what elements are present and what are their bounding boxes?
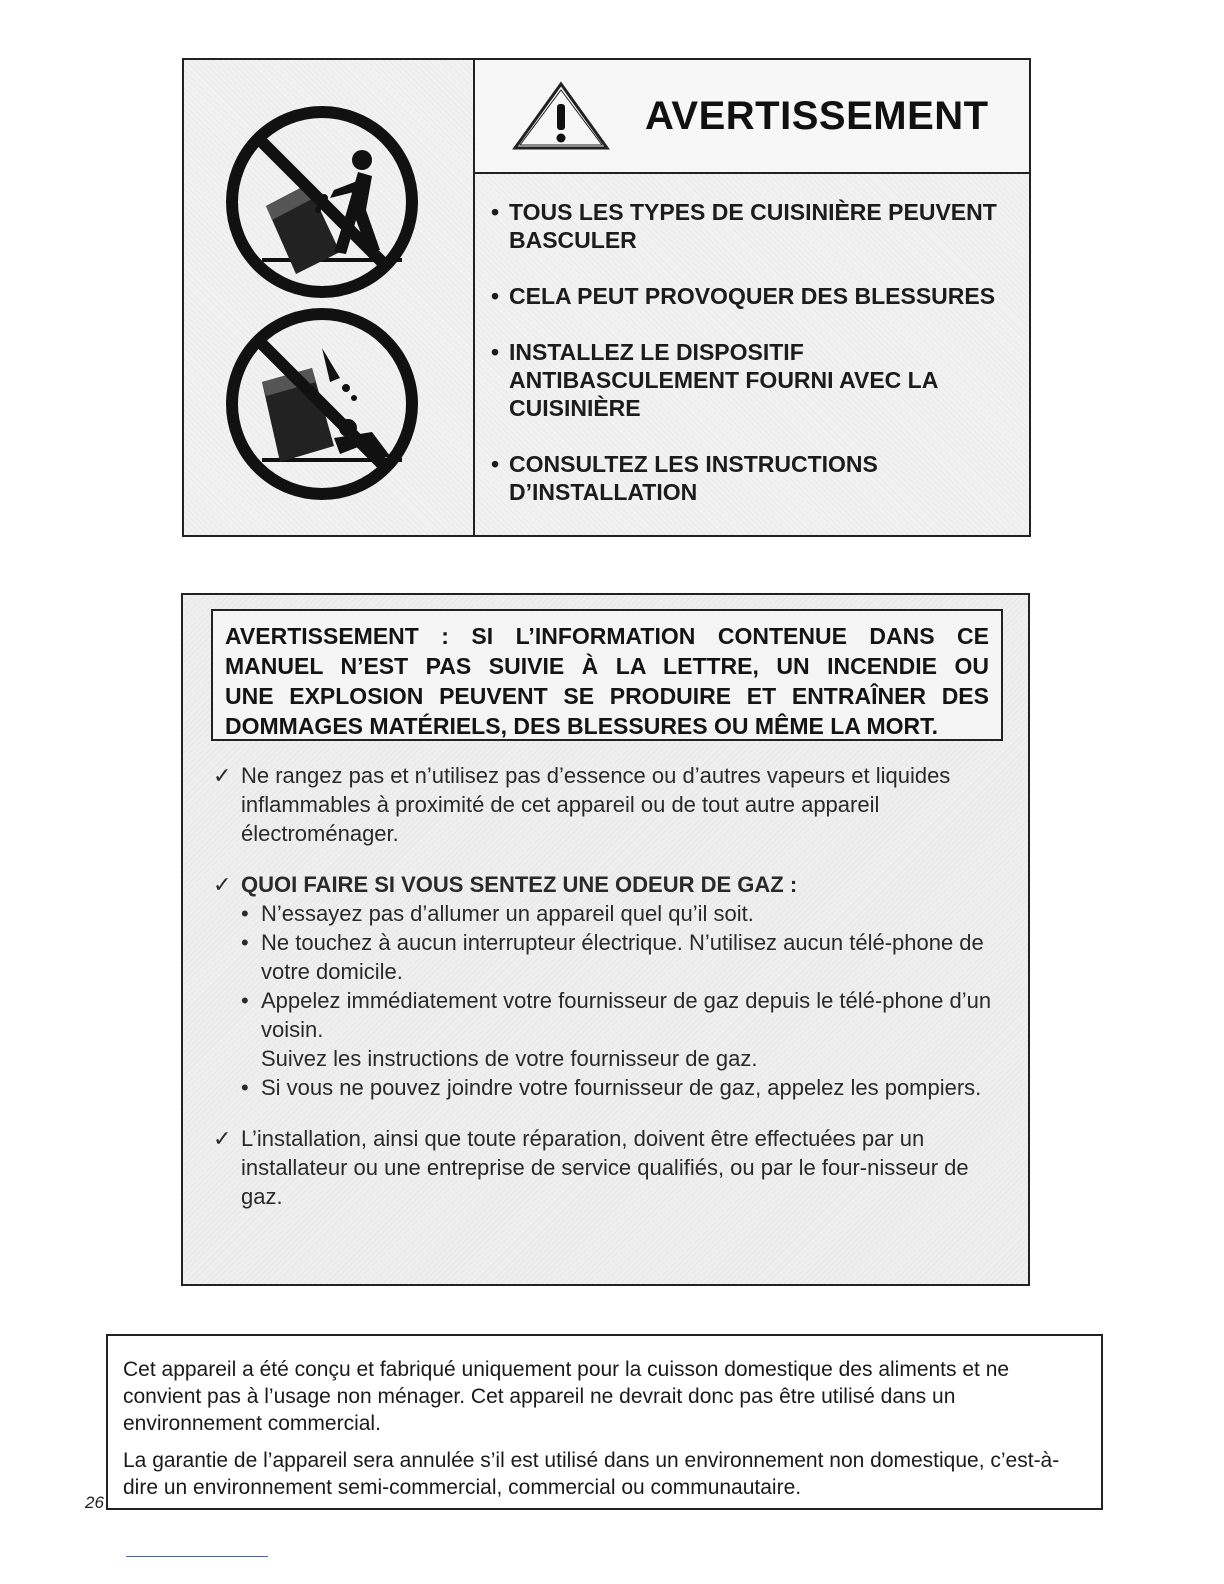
range-tipping-prohibited-icon xyxy=(222,102,422,302)
gas-odor-step xyxy=(241,986,1003,1073)
gas-odor-heading: QUOI FAIRE SI VOUS SENTEZ UNE ODEUR DE GAZ : xyxy=(241,872,798,897)
notice-paragraph: Cet appareil a été conçu et fabriqué uniquement pour la cuisson domestique des aliments et ne convient pas à l’usage non ménager. Cet appareil ne devrait donc pas être utilisé dans un environnement commercial. xyxy=(123,1358,1010,1435)
checkmark-icon: ✓ xyxy=(213,872,232,897)
gas-warning-box xyxy=(181,593,1030,1286)
check-item-flammables xyxy=(213,761,1003,848)
checkmark-icon: ✓ xyxy=(213,763,232,788)
tip-warning-list xyxy=(475,174,1029,534)
gas-warning-header-line: AVERTISSEMENT : SI L’INFORMATION CONTENUE DANS CE xyxy=(225,623,989,649)
tip-warning-header xyxy=(475,60,1029,174)
tip-warning-item: • TOUS LES TYPES DE CUISINIÈRE PEUVENT BASCULER xyxy=(491,198,1015,254)
tip-warning-item: • CONSULTEZ LES INSTRUCTIONS D’INSTALLATION xyxy=(491,450,1015,506)
warning-pictograms xyxy=(184,60,475,535)
gas-odor-step-extra: Suivez les instructions de votre fournisseur de gaz. xyxy=(261,1046,758,1071)
page-number: 26 xyxy=(85,1493,104,1512)
domestic-use-notice xyxy=(106,1334,1103,1510)
check-item-installation xyxy=(213,1124,1003,1211)
gas-warning-header-line: MANUEL N’EST PAS SUIVIE À LA LETTRE, UN INCENDIE OU xyxy=(225,653,989,679)
gas-odor-steps xyxy=(241,899,1003,1102)
check-item-text: Ne rangez pas et n’utilisez pas d’essence ou d’autres vapeurs et liquides inflammables à proximité de cet appareil ou de tout autre appareil électroménager. xyxy=(241,763,951,846)
gas-warning-body xyxy=(213,761,1003,1211)
check-item-gas-odor xyxy=(213,870,1003,1102)
tip-warning-item: • INSTALLEZ LE DISPOSITIF ANTIBASCULEMENT FOURNI AVEC LA CUISINIÈRE xyxy=(491,338,1015,422)
range-falling-prohibited-icon xyxy=(222,304,422,504)
gas-warning-header xyxy=(211,609,1003,741)
checkmark-icon: ✓ xyxy=(213,1126,232,1151)
gas-odor-step: • N’essayez pas d’allumer un appareil quel qu’il soit. xyxy=(241,899,1003,928)
tip-over-warning-box xyxy=(182,58,1031,537)
gas-odor-step: • Si vous ne pouvez joindre votre fournisseur de gaz, appelez les pompiers. xyxy=(241,1073,1003,1102)
gas-warning-header-line: UNE EXPLOSION PEUVENT SE PRODUIRE ET ENTRAÎNER DES xyxy=(225,683,989,709)
tip-warning-item: • CELA PEUT PROVOQUER DES BLESSURES xyxy=(491,282,1015,310)
gas-warning-header-line: DOMMAGES MATÉRIELS, DES BLESSURES OU MÊME LA MORT. xyxy=(225,713,939,739)
notice-paragraph: La garantie de l’appareil sera annulée s’il est utilisé dans un environnement non domestique, c’est-à-dire un environnement semi-commercial, commercial ou communautaire. xyxy=(123,1449,1060,1499)
tip-warning-title: AVERTISSEMENT xyxy=(645,93,989,138)
gas-odor-step-text: Appelez immédiatement votre fournisseur de gaz depuis le télé-phone d’un voisin. xyxy=(261,988,992,1042)
check-item-text: L’installation, ainsi que toute réparation, doivent être effectuées par un installateur ou une entreprise de service qualifiés, ou par le four-nisseur de gaz. xyxy=(241,1126,969,1209)
alert-triangle-icon xyxy=(511,80,611,152)
gas-odor-step: • Ne touchez à aucun interrupteur électrique. N’utilisez aucun télé-phone de votre domicile. xyxy=(241,928,1003,986)
footer-rule xyxy=(126,1556,268,1557)
tip-warning-content xyxy=(475,60,1029,535)
